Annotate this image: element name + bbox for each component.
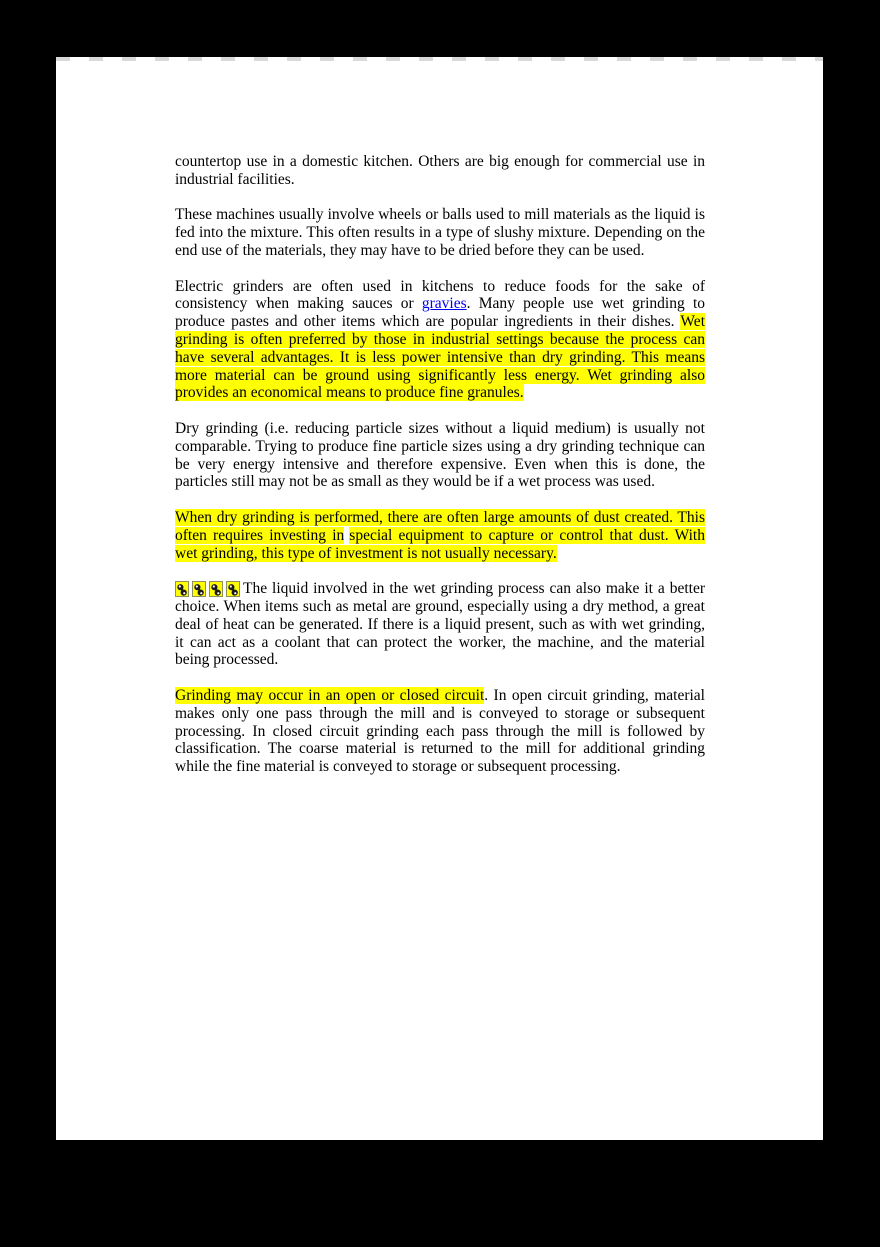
document-body bbox=[175, 153, 705, 794]
text-run: . Many people use wet grinding to produce pastes and other items which are popular ingredients in their dishes. bbox=[175, 295, 705, 331]
paragraph bbox=[175, 278, 705, 403]
text-run: The liquid involved in the wet grinding process can also make it a better choice. When items such as metal are ground, especially using a dry method, a great deal of heat can be generated. If there is a liquid present, such as with wet grinding, it can act as a coolant that can protect the worker, the machine, and the material being processed. bbox=[175, 580, 705, 669]
paragraph bbox=[175, 687, 705, 776]
paragraph bbox=[175, 153, 705, 189]
highlighted-text: special equipment to capture or control that dust. With wet grinding, this type of investment is not usually necessary. bbox=[175, 526, 705, 562]
paragraph bbox=[175, 420, 705, 491]
text-run: Electric grinders are often used in kitchens to reduce foods for the sake of consistency when making sauces or bbox=[175, 277, 705, 313]
page-top-dashed-edge bbox=[56, 57, 823, 61]
text-run: . In open circuit grinding, material makes only one pass through the mill and is conveyed to storage or subsequent processing. In closed circuit grinding each pass through the mill is followed by classification. The coarse material is returned to the mill for additional grinding while the fine material is conveyed to storage or subsequent processing. bbox=[175, 686, 705, 776]
paragraph bbox=[175, 580, 705, 669]
highlighted-text: Grinding may occur in an open or closed circuit bbox=[175, 686, 485, 704]
object-anchor-icon bbox=[192, 581, 206, 597]
text-run: These machines usually involve wheels or balls used to mill materials as the liquid is fed into the mixture. This often results in a type of slushy mixture. Depending on the end use of the materials, they may have to be dried before they can be used. bbox=[175, 206, 705, 259]
object-anchor-icon bbox=[175, 581, 189, 597]
object-anchor-icon bbox=[209, 581, 223, 597]
document-page bbox=[56, 57, 823, 1140]
object-anchor-icon bbox=[226, 581, 240, 597]
text-run: countertop use in a domestic kitchen. Others are big enough for commercial use in industrial facilities. bbox=[175, 153, 705, 188]
gravies-link[interactable]: gravies bbox=[421, 295, 467, 313]
highlighted-text: When dry grinding is performed, there are often large amounts of dust created. This often requires investing in bbox=[175, 508, 705, 544]
paragraph bbox=[175, 206, 705, 259]
text-run: Dry grinding (i.e. reducing particle sizes without a liquid medium) is usually not comparable. Trying to produce fine particle sizes using a dry grinding technique can be very energy intensive and therefore expensive. Even when this is done, the particles still may not be as small as they would be if a wet process was used. bbox=[175, 419, 705, 491]
highlighted-text: Wet grinding is often preferred by those in industrial settings because the process can have several advantages. It is less power intensive than dry grinding. This means more material can be ground using significantly less energy. Wet grinding also provides an economical means to produce fine granules. bbox=[175, 313, 705, 402]
paragraph bbox=[175, 509, 705, 562]
